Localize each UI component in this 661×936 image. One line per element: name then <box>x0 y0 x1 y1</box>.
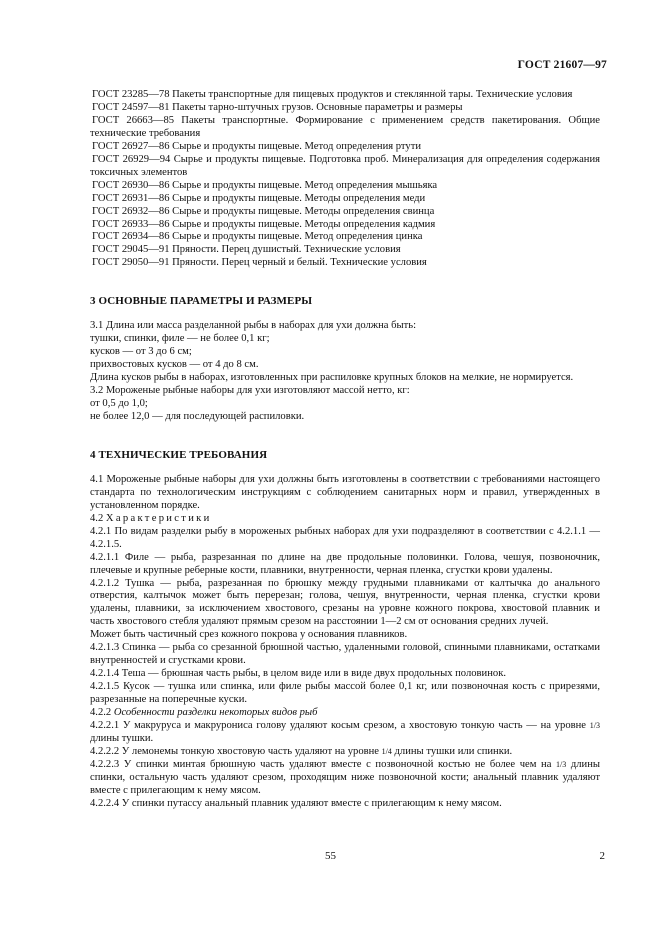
page-number: 55 <box>325 850 336 862</box>
paragraph-4-2 <box>90 513 600 526</box>
sheet-number: 2 <box>599 850 605 862</box>
paragraph-4-2-1-3: 4.2.1.3 Спинка — рыба со срезанной брюшной частью, удаленными головой, спинными плавниками, остатками внутренностей и сгустками крови. <box>90 642 600 667</box>
clause-number: 4.2.2 <box>90 707 112 719</box>
references-list <box>90 89 600 270</box>
section-3-heading: 3 ОСНОВНЫЕ ПАРАМЕТРЫ И РАЗМЕРЫ <box>90 295 313 308</box>
paragraph-4-2-1: 4.2.1 По видам разделки рыбу в мороженых рыбных наборах для ухи подразделяют в соответствии с 4.2.1.1 — 4.2.1.5. <box>90 525 600 550</box>
section-4-heading: 4 ТЕХНИЧЕСКИЕ ТРЕБОВАНИЯ <box>90 448 268 461</box>
paragraph-3-1: 3.1 Длина или масса разделанной рыбы в наборах для ухи должна быть: <box>90 320 417 332</box>
clause-number: 4.2 <box>90 512 104 524</box>
reference-item: ГОСТ 26929—94 Сырье и продукты пищевые. Подготовка проб. Минерализация для определения содержания токсичных элементов <box>90 153 600 178</box>
reference-item: ГОСТ 26934—86 Сырье и продукты пищевые. Метод определения цинка <box>92 231 423 243</box>
reference-item: ГОСТ 26927—86 Сырье и продукты пищевые. Метод определения ртути <box>92 140 422 152</box>
clause-title: Особенности разделки некоторых видов рыб <box>113 707 318 719</box>
list-line: прихвостовых кусков — от 4 до 8 см. <box>90 359 259 371</box>
reference-item: ГОСТ 26932—86 Сырье и продукты пищевые. Методы определения свинца <box>92 205 435 217</box>
fraction: 1/3 <box>589 720 600 730</box>
fraction: 1/3 <box>556 759 567 769</box>
reference-item: ГОСТ 26930—86 Сырье и продукты пищевые. Метод определения мышьяка <box>92 179 438 191</box>
paragraph-4-2-1-2: 4.2.1.2 Тушка — рыба, разрезанная по брюшку между грудными плавниками от калтычка до анального отверстия, калтычок может быть перерезан; голова, чешуя, внутренности, черная пленка, сгустки крови удалены, плавники, за исключением хвостового, срезаны на уровне кожного покрова, хвостовой плавник и часть хвостового стебля удаляют прямым срезом на расстоянии 1—2 см от основания средних лучей. <box>90 577 600 628</box>
paragraph-4-2-1-5: 4.2.1.5 Кусок — тушка или спинка, или филе рыбы массой более 0,1 кг, или позвоночная кость с прирезями, разрезанные на поперечные куски. <box>90 681 600 706</box>
paragraph-3-1-note: Длина кусков рыбы в наборах, изготовленных при распиловке крупных блоков на мелкие, не нормируется. <box>90 372 574 384</box>
list-line: не более 12,0 — для последующей распиловки. <box>90 410 305 422</box>
paragraph-4-1: 4.1 Мороженые рыбные наборы для ухи должны быть изготовлены в соответствии с требованиями настоящего стандарта по технологическим инструкциям с соблюдением санитарных норм и правил, утвержденных в установленном порядке. <box>90 473 600 511</box>
reference-item: ГОСТ 23285—78 Пакеты транспортные для пищевых продуктов и стеклянной тары. Технические условия <box>92 89 573 100</box>
reference-item: ГОСТ 26663—85 Пакеты транспортные. Формирование с применением средств пакетирования. Общие технические требования <box>90 114 600 139</box>
clause-title: Характеристики <box>105 512 212 524</box>
reference-item: ГОСТ 26931—86 Сырье и продукты пищевые. Методы определения меди <box>92 192 426 204</box>
reference-item: ГОСТ 29050—91 Пряности. Перец черный и белый. Технические условия <box>92 257 427 269</box>
paragraph-4-2-1-1: 4.2.1.1 Филе — рыба, разрезанная по длине на две продольные половинки. Голова, чешуя, позвоночник, плечевые и крупные реберные кости, плавники, внутренности, черная пленка, сгустки крови удалены. <box>90 551 600 576</box>
paragraph-4-2-2-1: 4.2.2.1 У макруруса и макрурониса голову удаляют косым срезом, а хвостовую тонкую часть — на уровне 1/3 длины тушки. <box>90 719 600 744</box>
document-header-id: ГОСТ 21607—97 <box>517 59 607 71</box>
document-body <box>90 89 600 811</box>
reference-item: ГОСТ 26933—86 Сырье и продукты пищевые. Методы определения кадмия <box>92 218 436 230</box>
reference-item: ГОСТ 24597—81 Пакеты тарно-штучных грузов. Основные параметры и размеры <box>92 101 463 113</box>
paragraph-4-2-1-2-note: Может быть частичный срез кожного покрова у основания плавников. <box>90 629 408 641</box>
paragraph-3-2: 3.2 Мороженые рыбные наборы для ухи изготовляют массой нетто, кг: <box>90 385 410 397</box>
fraction: 1/4 <box>381 746 392 756</box>
list-line: кусков — от 3 до 6 см; <box>90 346 192 358</box>
reference-item: ГОСТ 29045—91 Пряности. Перец душистый. Технические условия <box>92 244 401 256</box>
paragraph-4-2-2-4: 4.2.2.4 У спинки путассу анальный плавник удаляют вместе с прилегающим к нему мясом. <box>90 797 502 809</box>
list-line: от 0,5 до 1,0; <box>90 398 148 410</box>
paragraph-4-2-2-2: 4.2.2.2 У лемонемы тонкую хвостовую часть удаляют на уровне 1/4 длины тушки или спинки. <box>90 745 513 757</box>
paragraph-4-2-2-3: 4.2.2.3 У спинки минтая брюшную часть удаляют вместе с позвоночной костью не более чем на 1/3 длины спинки, остальную часть удаляют срезом, проходящим ниже позвоночной кости; анальный плавник удаляют вместе с прилегающим к нему мясом. <box>90 758 600 796</box>
paragraph-4-2-1-4: 4.2.1.4 Теша — брюшная часть рыбы, в целом виде или в виде двух продольных половинок. <box>90 668 506 680</box>
list-line: тушки, спинки, филе — не более 0,1 кг; <box>90 333 270 345</box>
paragraph-4-2-2 <box>90 707 600 720</box>
